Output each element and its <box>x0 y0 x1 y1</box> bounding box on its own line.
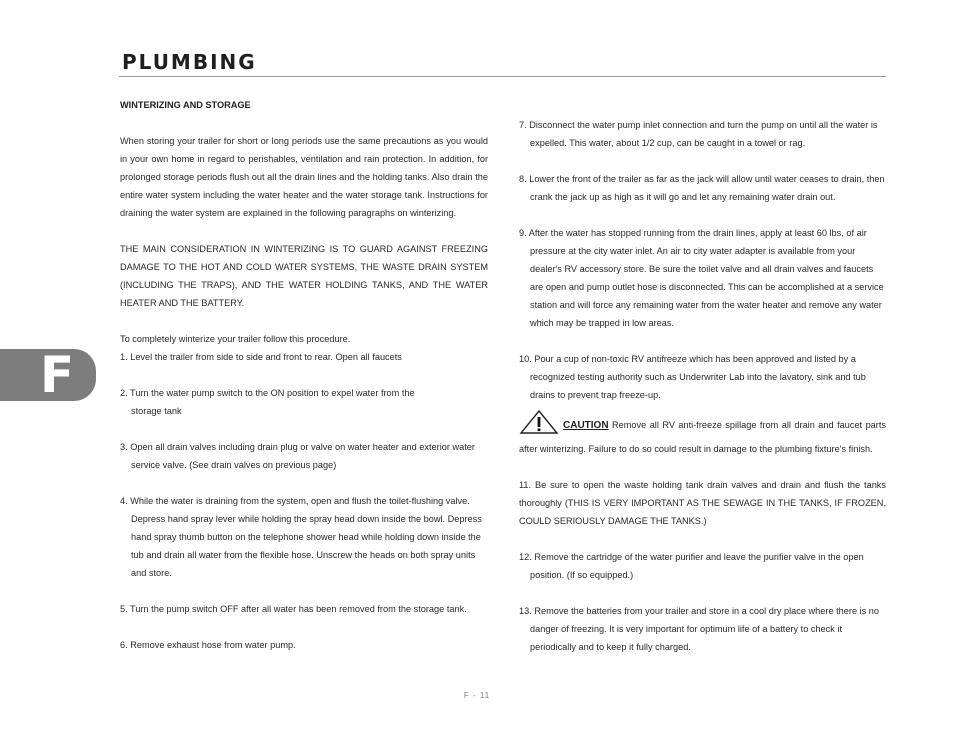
step-11: 11. Be sure to open the waste holding tank drain valves and drain and flush the tanks thoroughly (THIS IS VERY IMPORTANT AS THE SEWAGE IN THE TANKS, IF FROZEN, COULD SERIOUSLY DAMAGE THE TANKS.) <box>519 480 886 526</box>
step-6: 6. Remove exhaust hose from water pump. <box>120 640 296 650</box>
section-heading: WINTERIZING AND STORAGE <box>120 100 251 110</box>
step-5: 5. Turn the pump switch OFF after all water has been removed from the storage tank. <box>120 604 467 614</box>
caution-label: CAUTION <box>563 420 609 431</box>
page-title: PLUMBING <box>122 50 257 74</box>
right-column <box>519 116 886 656</box>
step-13: 13. Remove the batteries from your trailer and store in a cool dry place where there is no danger of freezing. It is very important for optimum life of a battery to check it periodically and to keep it fully charged. <box>519 606 880 652</box>
step-12: 12. Remove the cartridge of the water purifier and leave the purifier valve in the open position. (If so equipped.) <box>519 552 864 580</box>
step-1: 1. Level the trailer from side to side and front to rear. Open all faucets <box>120 352 402 362</box>
warning-triangle-icon <box>519 410 559 434</box>
main-consideration-paragraph: THE MAIN CONSIDERATION IN WINTERIZING IS TO GUARD AGAINST FREEZING DAMAGE TO THE HOT AND COLD WATER SYSTEMS, THE WASTE DRAIN SYSTEM (INCLUDING THE TRAPS), AND THE WATER HOLDING TANKS, AND THE WATER HEATER AND THE BATTERY. <box>120 244 488 308</box>
section-tab <box>0 346 96 404</box>
page-number: F - 11 <box>463 691 491 700</box>
title-divider <box>119 76 886 77</box>
procedure-intro: To completely winterize your trailer follow this procedure. <box>120 334 351 344</box>
caution-note <box>519 416 886 458</box>
step-9: 9. After the water has stopped running from the drain lines, apply at least 60 lbs, of air pressure at the city water inlet. An air to city water adapter is available from your dealer's RV accessory store. Be sure the toilet valve and all drain valves and faucets are open and pump outlet hose is disconnected. This can be accomplished at a service station and will force any remaining water from the water heater and remove any water which may be trapped in low areas. <box>519 228 884 328</box>
intro-paragraph: When storing your trailer for short or long periods use the same precautions as you would in your own home in regard to perishables, ventilation and rain protection. In addition, for prolonged storage periods flush out all the drain lines and the holding tanks. Also drain the entire water system including the water heater and the water storage tank. Instructions for draining the water system are explained in the following paragraphs on winterizing. <box>120 136 488 218</box>
left-column <box>120 96 488 654</box>
section-tab-letter: F <box>40 346 75 404</box>
step-7: 7. Disconnect the water pump inlet connection and turn the pump on until all the water is expelled. This water, about 1/2 cup, can be caught in a towel or rag. <box>519 120 878 148</box>
step-3: 3. Open all drain valves including drain plug or valve on water heater and exterior water service valve. (See drain valves on previous page) <box>120 442 475 470</box>
step-4: 4. While the water is draining from the system, open and flush the toilet-flushing valve. Depress hand spray lever while holding the spray head down inside the bowl. Depress hand spray thumb button on the telephone shower head while holding down inside the tub and drain all water from the flexible hose. Unscrew the heads on both spray units and store. <box>120 496 482 578</box>
caution-text: Remove all RV anti-freeze spillage from all drain and faucet parts after winterizing. Failure to do so could result in damage to the plumbing fixture's finish. <box>519 420 886 454</box>
step-2: 2. Turn the water pump switch to the ON position to expel water from the storage tank <box>120 388 415 416</box>
step-10: 10. Pour a cup of non-toxic RV antifreeze which has been approved and listed by a recognized testing authority such as Underwriter Lab into the lavatory, sink and tub drains to prevent trap freeze-up. <box>519 354 866 400</box>
step-8: 8. Lower the front of the trailer as far as the jack will allow until water ceases to drain, then crank the jack up as high as it will go and let any remaining water drain out. <box>519 174 885 202</box>
